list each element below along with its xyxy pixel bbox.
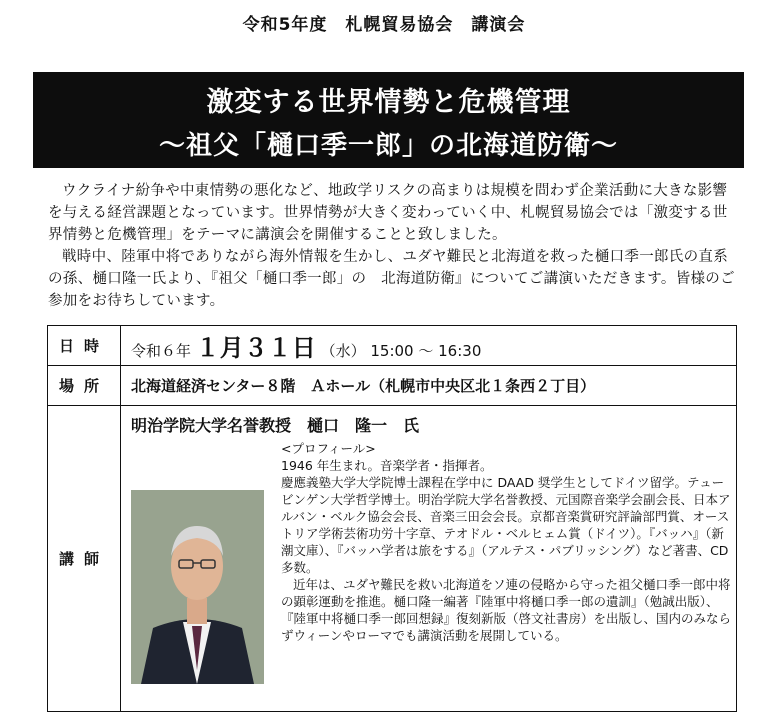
lecturer-row [48, 406, 737, 712]
intro-paragraph-1: ウクライナ紛争や中東情勢の悪化など、地政学リスクの高まりは規模を問わず企業活動に大きな影響を与える経営課題となっています。世界情勢が大きく変わっていく中、札幌貿易協会では「激変する世界情勢と危機管理」をテーマに講演会を開催することと致しました。 [48, 183, 728, 243]
schedule-label: 日時 [48, 326, 121, 366]
intro-text [48, 180, 738, 312]
title-banner [33, 72, 744, 168]
lecturer-value [121, 406, 737, 712]
profile-heading: <プロフィール> [281, 441, 376, 456]
schedule-row [48, 326, 737, 366]
venue-value: 北海道経済センター８階 Ａホール（札幌市中央区北１条西２丁目） [121, 366, 737, 406]
speaker-profile [281, 440, 731, 644]
venue-label: 場所 [48, 366, 121, 406]
venue-row [48, 366, 737, 406]
intro-paragraph-2: 戦時中、陸軍中将でありながら海外情報を生かし、ユダヤ難民と北海道を救った樋口季一郎氏の直系の孫、樋口隆一氏より、『祖父「樋口季一郎」の 北海道防衛』についてご講演いただきます。皆様のご参加をお待ちしています。 [48, 249, 735, 309]
event-info-table [47, 325, 737, 712]
schedule-weekday: （水） [320, 342, 366, 360]
profile-recent: 近年は、ユダヤ難民を救い北海道をソ連の侵略から守った祖父樋口季一郎中将の顕彰運動を推進。樋口隆一編著『陸軍中将樋口季一郎の遺訓』（勉誠出版）、『陸軍中将樋口季一郎回想録』復刻新版（啓文社書房）を出版し、国内のみならずウィーンやローマでも講演活動を展開している。 [281, 577, 732, 643]
schedule-date: １月３１日 [195, 334, 316, 362]
profile-birth: 1946 年生まれ。音楽学者・指揮者。 [281, 458, 493, 473]
org-heading: 令和5年度 札幌貿易協会 講演会 [242, 15, 526, 35]
title-main: 激変する世界情勢と危機管理 [206, 87, 571, 118]
speaker-portrait-icon [131, 490, 264, 684]
speaker-photo [131, 490, 264, 684]
schedule-time: 15:00 〜 16:30 [370, 342, 482, 360]
schedule-value [121, 326, 737, 366]
title-sub: 〜祖父「樋口季一郎」の北海道防衛〜 [158, 131, 618, 161]
lecturer-label: 講師 [48, 406, 121, 712]
lecturer-body [131, 440, 735, 710]
speaker-name: 明治学院大学名誉教授 樋口 隆一 氏 [131, 416, 420, 435]
profile-career: 慶應義塾大学大学院博士課程在学中に DAAD 奨学生としてドイツ留学。テュービンゲン大学哲学博士。明治学院大学名誉教授、元国際音楽学会副会長、日本アルバン・ベルク協会会長、音楽三田会会長。京都音楽賞研究評論部門賞、オーストリア学術芸術功労十字章、テオドル・ベルヒェム賞（ドイツ）。『バッハ』（新潮文庫）、『バッハ学者は旅をする』（アルテス・パブリッシング）など著書、CD 多数。 [281, 475, 731, 575]
schedule-era: 令和６年 [131, 342, 192, 360]
